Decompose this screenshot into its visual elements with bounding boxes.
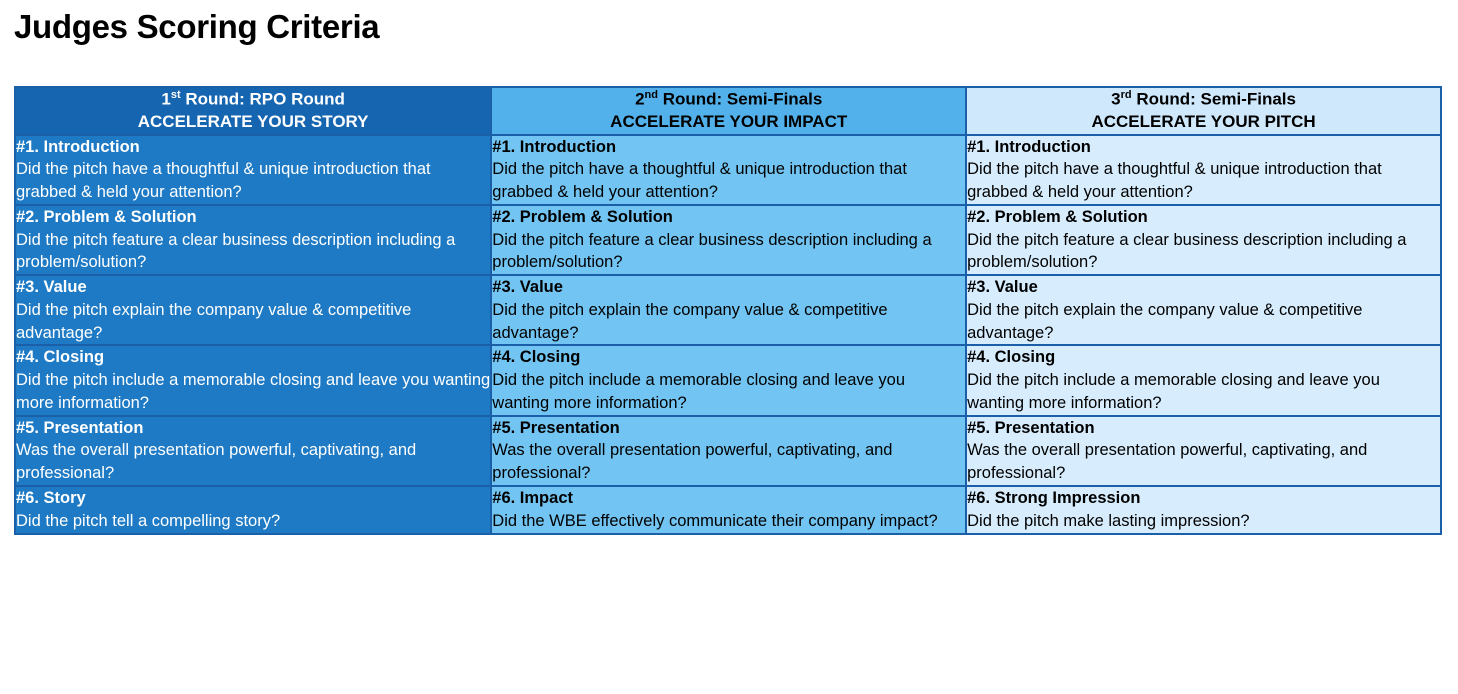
table-row bbox=[15, 345, 1441, 415]
criterion-description: Did the pitch have a thoughtful & unique introduction that grabbed & held your attention? bbox=[16, 160, 431, 202]
table-row bbox=[15, 486, 1441, 534]
criterion-cell bbox=[15, 135, 491, 205]
criterion-cell bbox=[491, 275, 966, 345]
table-row bbox=[15, 135, 1441, 205]
criterion-title: #3. Value bbox=[16, 278, 87, 297]
table-row bbox=[15, 275, 1441, 345]
criterion-description: Did the pitch include a memorable closing and leave you wanting more information? bbox=[16, 371, 491, 412]
criterion-description: Did the pitch tell a compelling story? bbox=[16, 511, 281, 530]
round-2-ordinal-suffix: nd bbox=[644, 89, 658, 101]
criterion-cell bbox=[966, 486, 1441, 534]
criterion-cell bbox=[15, 205, 491, 275]
criterion-cell bbox=[966, 205, 1441, 275]
criterion-description: Did the pitch include a memorable closing and leave you wanting more information? bbox=[492, 371, 906, 412]
criterion-cell bbox=[15, 275, 491, 345]
criterion-cell bbox=[966, 345, 1441, 415]
round-2-label: 2nd Round: Semi-Finals bbox=[635, 89, 823, 109]
criteria-table-container bbox=[14, 86, 1442, 535]
round-1-ordinal-suffix: st bbox=[170, 89, 181, 101]
criterion-title: #4. Closing bbox=[967, 348, 1056, 367]
criterion-cell bbox=[491, 205, 966, 275]
round-2-tagline: ACCELERATE YOUR IMPACT bbox=[610, 112, 848, 132]
table-row bbox=[15, 416, 1441, 486]
column-header-round-1 bbox=[15, 87, 491, 135]
criterion-cell bbox=[491, 486, 966, 534]
criterion-title: #5. Presentation bbox=[967, 418, 1095, 437]
criterion-cell bbox=[15, 416, 491, 486]
round-1-tagline: ACCELERATE YOUR STORY bbox=[137, 112, 369, 132]
criterion-description: Did the pitch make lasting impression? bbox=[967, 511, 1250, 530]
criterion-title: #4. Closing bbox=[492, 348, 581, 367]
criterion-title: #1. Introduction bbox=[16, 137, 140, 156]
criterion-title: #3. Value bbox=[492, 278, 563, 297]
criterion-description: Was the overall presentation powerful, captivating, and professional? bbox=[492, 441, 893, 483]
round-3-ordinal-suffix: rd bbox=[1120, 89, 1132, 101]
column-header-round-2 bbox=[491, 87, 966, 135]
criterion-description: Was the overall presentation powerful, captivating, and professional? bbox=[967, 441, 1368, 483]
criterion-title: #1. Introduction bbox=[492, 137, 617, 156]
criterion-title: #4. Closing bbox=[16, 348, 105, 367]
criterion-title: #1. Introduction bbox=[967, 137, 1091, 156]
criterion-description: Did the pitch explain the company value & competitive advantage? bbox=[16, 300, 412, 342]
criterion-description: Did the pitch have a thoughtful & unique introduction that grabbed & held your attention? bbox=[492, 160, 907, 202]
criterion-cell bbox=[491, 416, 966, 486]
criterion-description: Did the pitch explain the company value & competitive advantage? bbox=[492, 300, 888, 342]
round-1-label: 1st Round: RPO Round bbox=[161, 89, 345, 109]
criterion-title: #2. Problem & Solution bbox=[967, 207, 1148, 226]
criterion-cell bbox=[491, 135, 966, 205]
table-row bbox=[15, 205, 1441, 275]
criterion-cell bbox=[15, 486, 491, 534]
round-3-tagline: ACCELERATE YOUR PITCH bbox=[1091, 112, 1316, 132]
criterion-description: Did the pitch feature a clear business description including a problem/solution? bbox=[492, 230, 932, 272]
criterion-description: Did the pitch feature a clear business description including a problem/solution? bbox=[16, 230, 456, 272]
criterion-description: Did the pitch explain the company value & competitive advantage? bbox=[967, 300, 1363, 342]
table-header-row bbox=[15, 87, 1441, 135]
page-title: Judges Scoring Criteria bbox=[14, 8, 380, 45]
criterion-description: Was the overall presentation powerful, captivating, and professional? bbox=[16, 441, 417, 483]
criterion-cell bbox=[966, 135, 1441, 205]
criterion-description: Did the WBE effectively communicate their company impact? bbox=[492, 511, 938, 530]
criterion-cell bbox=[15, 345, 491, 415]
criterion-title: #6. Strong Impression bbox=[967, 489, 1141, 508]
criterion-description: Did the pitch feature a clear business description including a problem/solution? bbox=[967, 230, 1407, 272]
judges-scoring-criteria-table bbox=[14, 86, 1442, 535]
column-header-round-3 bbox=[966, 87, 1441, 135]
criterion-description: Did the pitch have a thoughtful & unique introduction that grabbed & held your attention? bbox=[967, 160, 1382, 202]
round-3-label: 3rd Round: Semi-Finals bbox=[1111, 89, 1296, 109]
criterion-cell bbox=[966, 275, 1441, 345]
criterion-cell bbox=[966, 416, 1441, 486]
criterion-cell bbox=[491, 345, 966, 415]
criterion-title: #5. Presentation bbox=[16, 418, 144, 437]
criterion-title: #3. Value bbox=[967, 278, 1038, 297]
criterion-title: #5. Presentation bbox=[492, 418, 620, 437]
criterion-title: #6. Impact bbox=[492, 489, 573, 508]
criterion-description: Did the pitch include a memorable closing and leave you wanting more information? bbox=[967, 371, 1380, 412]
criterion-title: #2. Problem & Solution bbox=[16, 207, 197, 226]
criterion-title: #6. Story bbox=[16, 489, 86, 508]
criterion-title: #2. Problem & Solution bbox=[492, 207, 673, 226]
